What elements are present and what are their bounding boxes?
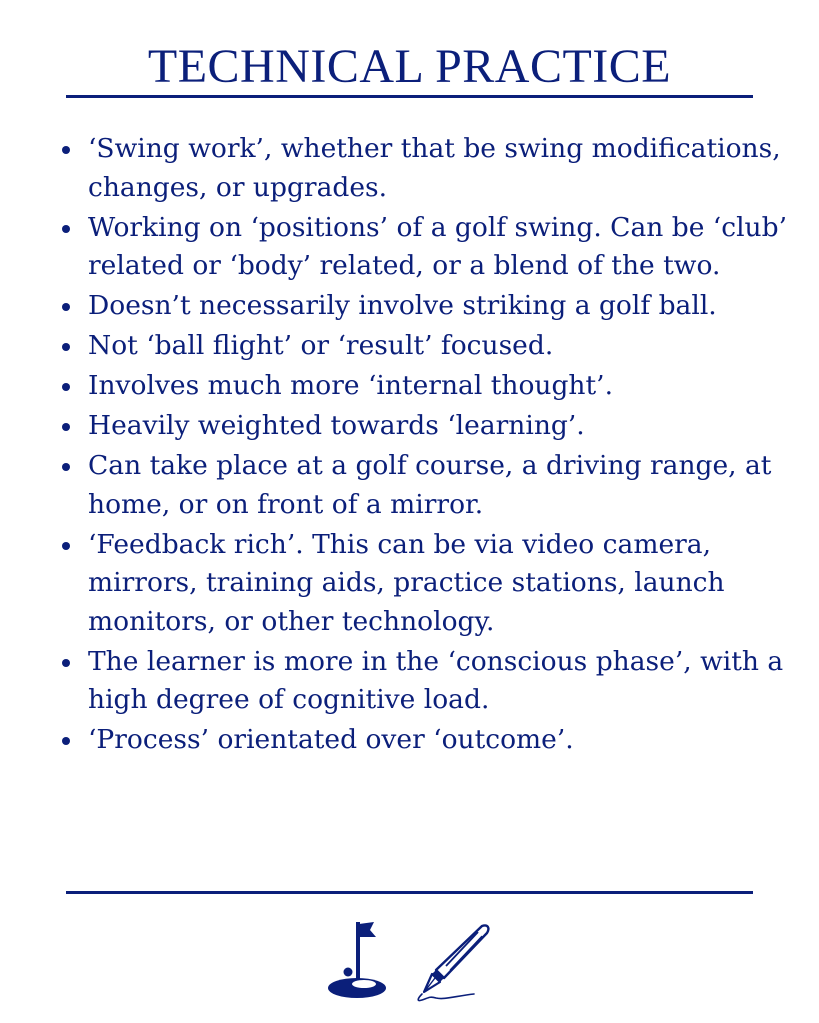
list-item: Doesn’t necessarily involve striking a golf ball.: [58, 287, 788, 326]
list-item: ‘Feedback rich’. This can be via video camera, mirrors, training aids, practice stations, launch monitors, or other technology.: [58, 526, 788, 642]
bullet-list: [58, 130, 788, 761]
list-item: Not ‘ball flight’ or ‘result’ focused.: [58, 327, 788, 366]
footer-icons: [0, 918, 819, 1008]
list-item: Heavily weighted towards ‘learning’.: [58, 407, 788, 446]
title-divider: [66, 95, 753, 98]
fountain-pen-icon: [410, 922, 492, 1004]
page-title: TECHNICAL PRACTICE: [147, 40, 672, 93]
list-item: Can take place at a golf course, a driving range, at home, or on front of a mirror.: [58, 447, 788, 524]
list-item: Involves much more ‘internal thought’.: [58, 367, 788, 406]
footer-divider: [66, 891, 753, 894]
list-item: The learner is more in the ‘conscious phase’, with a high degree of cognitive load.: [58, 643, 788, 720]
golf-flag-hole-icon: [326, 918, 388, 1002]
list-item: ‘Process’ orientated over ‘outcome’.: [58, 721, 788, 760]
list-item: ‘Swing work’, whether that be swing modifications, changes, or upgrades.: [58, 130, 788, 207]
list-item: Working on ‘positions’ of a golf swing. Can be ‘club’ related or ‘body’ related, or a blend of the two.: [58, 209, 788, 286]
